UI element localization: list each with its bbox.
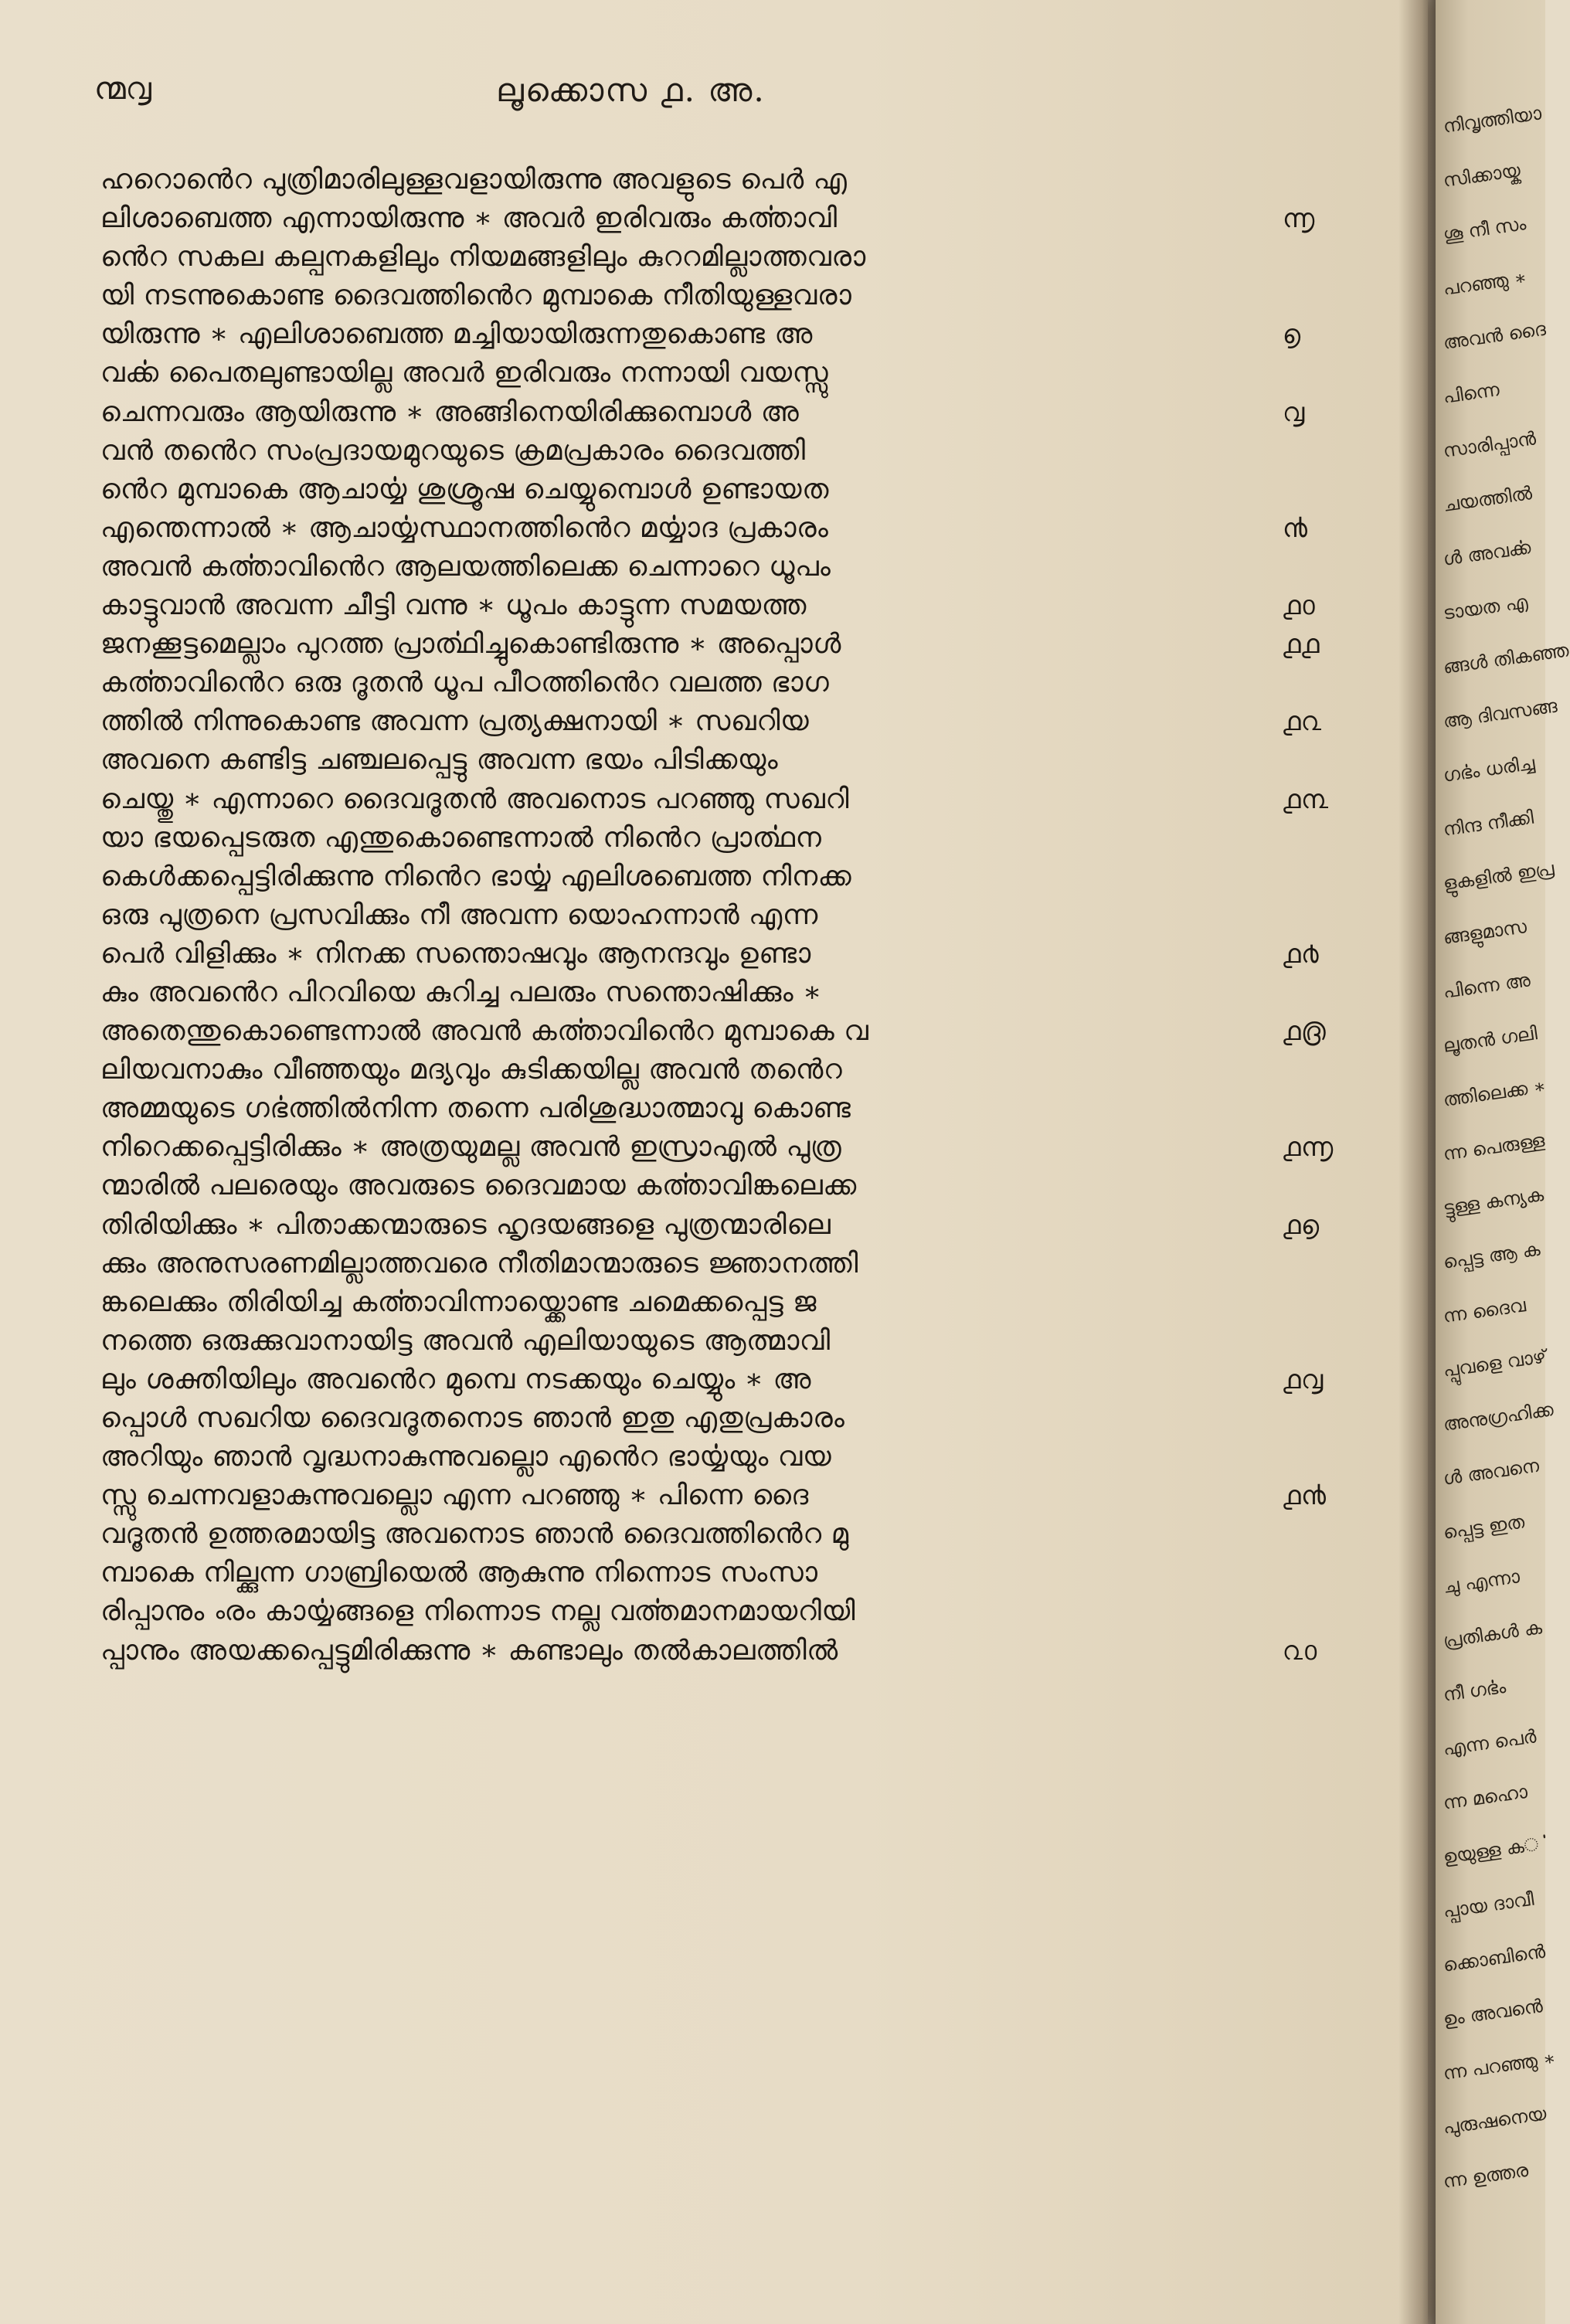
adjacent-page-fragment: പറഞ്ഞു ∗ bbox=[1442, 266, 1528, 300]
verse-number: ൬ bbox=[1283, 203, 1315, 235]
text-line bbox=[100, 1245, 1259, 1283]
text-line bbox=[100, 1476, 1327, 1515]
verse-number: ൧൯ bbox=[1283, 1480, 1327, 1512]
text-line bbox=[100, 741, 1259, 780]
verse-number: ൭ bbox=[1283, 319, 1301, 351]
line-text: ന്മാരിൽ പലരെയും അവരുടെ ദൈവമായ കൎത്താവിങ്കലെക്ക bbox=[100, 1170, 857, 1202]
line-text: കാട്ടുവാൻ അവന്ന ചീട്ടി വന്നു ∗ ധൂപം കാട്ടുന്ന സമയത്ത bbox=[100, 589, 807, 622]
adjacent-page-fragment: നിന്ദ നീക്കി bbox=[1442, 806, 1535, 841]
verse-number: ൧൮ bbox=[1283, 1364, 1324, 1395]
line-text: ൻെറ സകല കല്പനകളിലും നിയമങ്ങളിലും കുററമില്ലാത്തവരാ bbox=[100, 241, 866, 274]
adjacent-page-fragment: പ്പെട്ട ഇത bbox=[1442, 1510, 1526, 1544]
line-text: യാ ഭയപ്പെടരുത എന്തുകൊണ്ടെന്നാൽ നിൻെറ പ്രാൎത്ഥന bbox=[100, 821, 822, 854]
text-line bbox=[100, 1322, 1259, 1361]
adjacent-page-fragment: പുരുഷനെയ bbox=[1442, 2102, 1548, 2139]
verse-number: ൧൦ bbox=[1283, 590, 1316, 622]
adjacent-page-fragment: പിന്നെ bbox=[1442, 378, 1501, 408]
text-line bbox=[100, 161, 1259, 199]
text-line bbox=[100, 586, 1316, 625]
adjacent-page-fragment: പ്പുവളെ വാഴ് bbox=[1442, 1345, 1548, 1381]
adjacent-page-fragment: എന്ന പെർ bbox=[1442, 1725, 1538, 1760]
adjacent-page-fragment: ക്കൊബിൻെ bbox=[1442, 1940, 1547, 1976]
line-text: മ്പാകെ നില്ക്കുന്ന ഗാബ്രിയെൽ ആകുന്നു നിന്നൊട സംസാ bbox=[100, 1557, 818, 1589]
verse-number: ൧൩ bbox=[1283, 783, 1329, 815]
text-line bbox=[100, 1632, 1317, 1670]
verse-number: ൧൧ bbox=[1283, 629, 1320, 661]
line-text: കൎത്താവിൻെറ ഒരു ദൂതൻ ധൂപ പീഠത്തിൻെറ വലത്ത ഭാഗ bbox=[100, 667, 830, 699]
text-line bbox=[100, 1554, 1259, 1592]
adjacent-page-fragment: ന്ന ഉത്തര bbox=[1442, 2159, 1530, 2193]
line-text: യിരുന്നു ∗ എലിശാബെത്ത മച്ചിയായിരുന്നതുകൊണ്ട അ bbox=[100, 318, 813, 351]
line-text: ക്കും അനുസരണമില്ലാത്തവരെ നീതിമാന്മാരുടെ ജ്ഞാനത്തി bbox=[100, 1247, 858, 1279]
text-line bbox=[100, 393, 1305, 432]
text-line bbox=[100, 780, 1329, 819]
text-line bbox=[100, 1051, 1259, 1089]
adjacent-page-fragment: ഗൎഭം ധരിച്ച bbox=[1442, 752, 1537, 787]
adjacent-page-fragment: പിന്നെ അ bbox=[1442, 969, 1532, 1003]
adjacent-page-fragment: ങ്ങളുമാസ bbox=[1442, 916, 1528, 949]
text-line bbox=[100, 1167, 1259, 1205]
adjacent-page-fragment: പ്പെട്ട ആ ക bbox=[1442, 1238, 1542, 1273]
line-text: ചെന്നവരും ആയിരുന്നു ∗ അങ്ങിനെയിരിക്കുമ്പൊൾ അ bbox=[100, 396, 800, 428]
page-number: ന്മ൮ bbox=[94, 71, 151, 107]
adjacent-page-fragment: ഉയുള്ള കൎ bbox=[1442, 1833, 1541, 1868]
line-text: എന്തെന്നാൽ ∗ ആചാൎയ്യസ്ഥാനത്തിൻെറ മൎയ്യാദ പ്രകാരം bbox=[100, 511, 829, 544]
text-line bbox=[100, 1399, 1259, 1438]
adjacent-page-fragment: ങ്ങൾ തികഞ്ഞ bbox=[1442, 639, 1570, 678]
line-text: പെർ വിളിക്കും ∗ നിനക്ക സന്തൊഷവും ആനന്ദവും ഉണ്ടാ bbox=[100, 937, 811, 970]
adjacent-page-fragment: സാരിപ്പാൻ bbox=[1442, 427, 1538, 462]
text-line bbox=[100, 199, 1315, 238]
adjacent-page-fragment: ന്ന ദൈവ bbox=[1442, 1294, 1528, 1327]
line-text: ജനക്കൂട്ടമെല്ലാം പുറത്ത പ്രാൎത്ഥിച്ചുകൊണ്ടിരുന്നു ∗ അപ്പൊൾ bbox=[100, 628, 841, 661]
line-text: ൻെറ മുമ്പാകെ ആചാൎയ്യ ശുശ്രൂഷ ചെയ്യുമ്പൊൾ ഉണ്ടായത bbox=[100, 473, 829, 505]
text-line bbox=[100, 819, 1259, 858]
line-text: കെൾക്കപ്പെട്ടിരിക്കുന്നു നിൻെറ ഭാൎയ്യ എലിശബെത്ത നിനക്ക bbox=[100, 860, 852, 892]
line-text: വൻ തൻെറ സംപ്രദായമുറയുടെ ക്രമപ്രകാരം ദൈവത്തി bbox=[100, 434, 806, 467]
text-line bbox=[100, 664, 1259, 702]
line-text: അവൻ കൎത്താവിൻെറ ആലയത്തിലെക്ക ചെന്നാറെ ധൂപം bbox=[100, 550, 831, 583]
text-line bbox=[100, 1089, 1259, 1128]
verse-number: ൧൭ bbox=[1283, 1209, 1320, 1241]
adjacent-page-fragment: ടായത എ bbox=[1442, 590, 1530, 624]
text-line bbox=[100, 1592, 1259, 1631]
line-text: യി നടന്നുകൊണ്ട ദൈവത്തിൻെറ മുമ്പാകെ നീതിയുള്ളവരാ bbox=[100, 280, 852, 312]
adjacent-page-fragment: ഉം അവൻെ bbox=[1442, 1995, 1545, 2030]
line-text: ലും ശക്തിയിലും അവൻെറ മുമ്പെ നടക്കയും ചെയ്യും ∗ അ bbox=[100, 1363, 812, 1395]
adjacent-page-fragment: അവൻ ദൈ bbox=[1442, 318, 1548, 354]
line-text: അതെന്തുകൊണ്ടെന്നാൽ അവൻ കൎത്താവിൻെറ മുമ്പാകെ വ bbox=[100, 1015, 869, 1048]
adjacent-page-fragment: സിക്കായ്ക bbox=[1442, 159, 1522, 192]
text-line bbox=[100, 1361, 1324, 1399]
adjacent-page-edge bbox=[1436, 0, 1570, 2324]
text-line bbox=[100, 935, 1320, 973]
adjacent-page-fragment: ചു എന്നാ bbox=[1442, 1565, 1521, 1598]
text-line bbox=[100, 625, 1320, 664]
line-text: സ്സു ചെന്നവളാകുന്നുവല്ലൊ എന്ന പറഞ്ഞു ∗ പിന്നെ ദൈ bbox=[100, 1480, 809, 1512]
adjacent-page-fragment: അനുഗ്രഹിക്ക bbox=[1442, 1398, 1555, 1436]
verse-number: ൧൬ bbox=[1283, 1132, 1334, 1164]
verse-number: ൧൨ bbox=[1283, 706, 1322, 738]
text-line bbox=[100, 1283, 1259, 1322]
line-text: ലിശാബെത്ത എന്നായിരുന്നു ∗ അവർ ഇരിവരും കൎത്താവി bbox=[100, 202, 838, 235]
verse-number: ൮ bbox=[1283, 396, 1305, 428]
text-line bbox=[100, 1128, 1334, 1167]
text-line bbox=[100, 277, 1259, 315]
text-line bbox=[100, 354, 1259, 392]
text-line bbox=[100, 973, 1259, 1012]
line-text: കും അവൻെറ പിറവിയെ കുറിച്ച പലരും സന്തൊഷിക്കും ∗ bbox=[100, 976, 822, 1008]
verse-number: ൧൪ bbox=[1283, 938, 1320, 970]
text-line bbox=[100, 702, 1322, 741]
adjacent-page-fragment: ൾ അവൎക്ക bbox=[1442, 536, 1532, 570]
line-text: തിരിയിക്കും ∗ പിതാക്കന്മാരുടെ ഹൃദയങ്ങളെ പുത്രന്മാരിലെ bbox=[100, 1208, 831, 1241]
line-text: ചെയ്തു ∗ എന്നാറെ ദൈവദൂതൻ അവനൊട പറഞ്ഞു സഖറി bbox=[100, 783, 850, 815]
page-gutter-shadow bbox=[1398, 0, 1437, 2324]
text-line bbox=[100, 858, 1259, 896]
line-text: ത്തിൽ നിന്നുകൊണ്ട അവന്ന പ്രത്യക്ഷനായി ∗ സഖറിയ bbox=[100, 705, 810, 738]
line-text: അറിയും ഞാൻ വൃദ്ധനാകുന്നുവല്ലൊ എൻെറ ഭാൎയ്യയും വയ bbox=[100, 1441, 832, 1473]
line-text: നത്തെ ഒരുക്കുവാനായിട്ട അവൻ എലിയായുടെ ആത്മാവി bbox=[100, 1324, 831, 1357]
verse-number: ൨൦ bbox=[1283, 1635, 1317, 1667]
adjacent-page-fragment: ട്ടുള്ള കന്യക bbox=[1442, 1183, 1545, 1219]
adjacent-page-fragment: ആ ദിവസങ്ങ bbox=[1442, 695, 1559, 732]
adjacent-page-fragment: ത്തിലെക്ക ∗ bbox=[1442, 1075, 1548, 1111]
line-text: ഹറൊൻെറ പുത്രിമാരിലുള്ളവളായിരുന്നു അവളുടെ പെർ എ bbox=[100, 164, 848, 195]
adjacent-page-fragment: പ്പായ ദാവീ bbox=[1442, 1887, 1535, 1922]
page-header bbox=[94, 71, 1269, 117]
line-text: അവനെ കണ്ടിട്ട ചഞ്ചലപ്പെട്ടു അവന്ന ഭയം പിടിക്കയും bbox=[100, 744, 779, 776]
text-line bbox=[100, 432, 1259, 471]
text-line bbox=[100, 1012, 1327, 1051]
text-line bbox=[100, 471, 1259, 509]
line-text: വൎക്ക പൈതലുണ്ടായില്ല അവർ ഇരിവരും നന്നായി വയസ്സു bbox=[100, 357, 829, 389]
line-text: പ്പാനും അയക്കപ്പെട്ടുമിരിക്കുന്നു ∗ കണ്ടാലും തൽകാലത്തിൽ bbox=[100, 1634, 838, 1667]
adjacent-page-fragment: ന്ന പറഞ്ഞു ∗ bbox=[1442, 2047, 1558, 2084]
adjacent-page-fragment: ളുകളിൽ ഇപ്ര bbox=[1442, 858, 1556, 895]
adjacent-page-fragment: ന്ന മഹൊ bbox=[1442, 1780, 1529, 1814]
line-text: അമ്മയുടെ ഗൎഭത്തിൽനിന്ന തന്നെ പരിശുദ്ധാത്മാവു കൊണ്ട bbox=[100, 1092, 851, 1125]
line-text: ങ്കലെക്കും തിരിയിച്ച കൎത്താവിന്നായ്ക്കൊണ്ട ചമെക്കപ്പെട്ട ജ bbox=[100, 1286, 817, 1318]
line-text: ഒരു പുത്രനെ പ്രസവിക്കും നീ അവന്ന യൊഹന്നാൻ എന്ന bbox=[100, 899, 818, 931]
text-line bbox=[100, 1206, 1320, 1245]
verse-number: ൧൫ bbox=[1283, 1016, 1327, 1048]
adjacent-page-fragment: ന്ന പെരുള്ള bbox=[1442, 1129, 1546, 1165]
text-line bbox=[100, 1515, 1259, 1554]
line-text: നിറെക്കപ്പെട്ടിരിക്കും ∗ അത്രയുമല്ല അവൻ ഇസ്രാഎൽ പുത്ര bbox=[100, 1131, 842, 1164]
text-line bbox=[100, 509, 1308, 548]
text-line bbox=[100, 896, 1259, 935]
text-line bbox=[100, 1438, 1259, 1476]
text-line bbox=[100, 238, 1259, 277]
line-text: രിപ്പാനും ൟ കാൎയ്യങ്ങളെ നിന്നൊട നല്ല വൎത്തമാനമായറിയി bbox=[100, 1595, 856, 1628]
line-text: പ്പൊൾ സഖറിയ ദൈവദൂതനൊട ഞാൻ ഇതു എതുപ്രകാരം bbox=[100, 1402, 845, 1434]
adjacent-page-fragment: ശൂ നീ സം bbox=[1442, 212, 1528, 246]
adjacent-page-fragment: ൾ അവനെ bbox=[1442, 1454, 1541, 1490]
running-title: ലൂക്കൊസ ൧. അ. bbox=[496, 71, 766, 109]
adjacent-page-fragment: ലൂതൻ ഗലി bbox=[1442, 1022, 1539, 1057]
text-line bbox=[100, 548, 1259, 586]
adjacent-page-fragment: ചയത്തിൽ bbox=[1442, 482, 1534, 516]
adjacent-page-fragment: പ്രതികൾ ക bbox=[1442, 1616, 1544, 1652]
body-text bbox=[100, 161, 1334, 1670]
verse-number: ൯ bbox=[1283, 512, 1308, 544]
line-text: ലിയവനാകും വീഞ്ഞയും മദ്യവും കുടിക്കയില്ല അവൻ തൻെറ bbox=[100, 1054, 843, 1086]
adjacent-page-fragment: നിവൃത്തിയാ bbox=[1442, 102, 1543, 138]
text-line bbox=[100, 315, 1301, 354]
adjacent-page-fragment: നീ ഗൎഭം bbox=[1442, 1675, 1507, 1706]
line-text: വദൂതൻ ഉത്തരമായിട്ട അവനൊട ഞാൻ ദൈവത്തിൻെറ മു bbox=[100, 1518, 849, 1551]
